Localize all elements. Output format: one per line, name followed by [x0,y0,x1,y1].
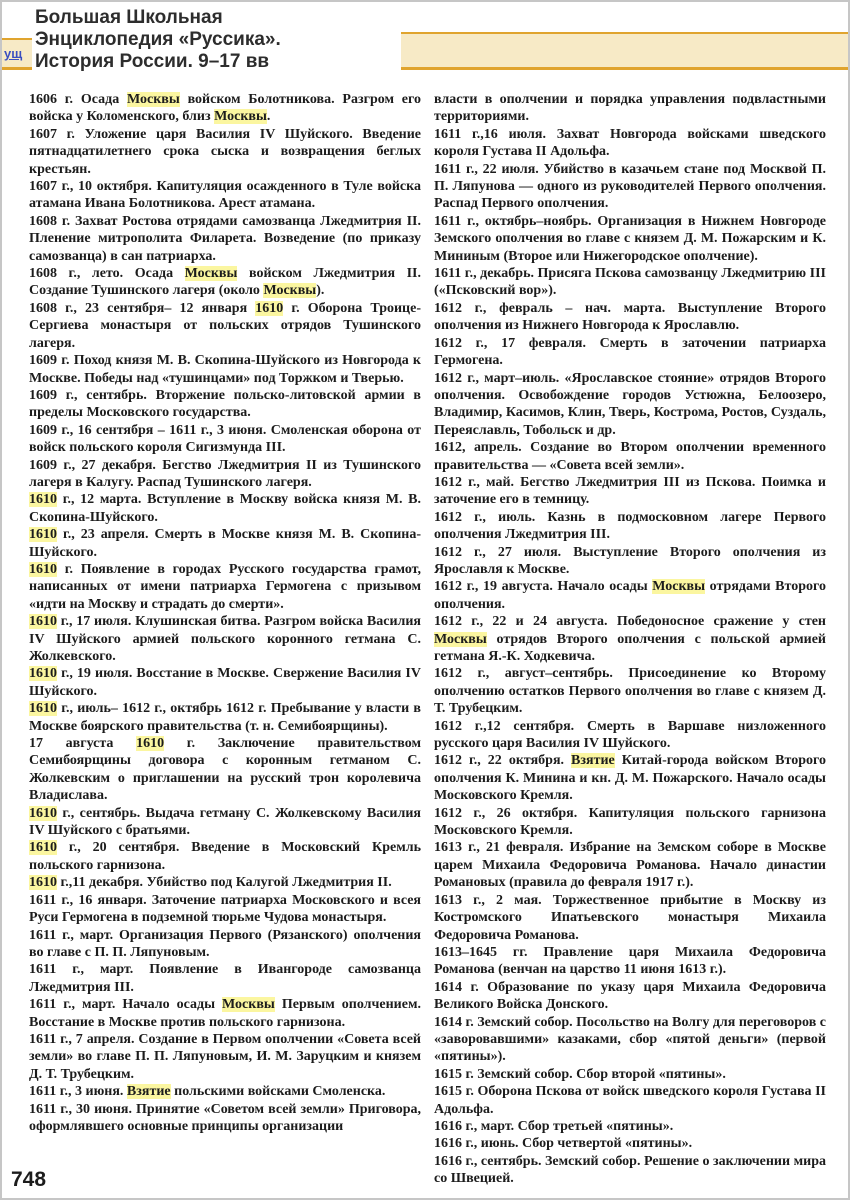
page-title-line-1: Большая Школьная [35,7,223,28]
timeline-entry: 1606 г. Осада Москвы войском Болотникова. Разгром его войска у Коломенского, близ Москвы. [29,92,422,125]
timeline-entry: 1610 г., 12 марта. Вступление в Москву войска князя М. В. Скопина-Шуйского. [29,492,421,525]
nav-bar-left [2,38,32,70]
page-title-line-3: История России. 9–17 вв [35,51,270,72]
highlighted-term: Взятие [571,753,615,769]
timeline-entry: 1612 г., 19 августа. Начало осады Москвы отрядами Второго ополчения. [434,579,826,612]
timeline-entry: 17 августа 1610 г. Заключение правительством Семибоярщины договора с коронным гетманом С. Жолкевским о приглашении на русский трон королевича Владислава. [29,736,421,804]
timeline-entry: 1611 г., 3 июня. Взятие польскими войсками Смоленска. [29,1084,386,1100]
timeline-entry: 1611 г., март. Появление в Ивангороде самозванца Лжедмитрия III. [29,962,421,995]
highlighted-term: Москвы [263,283,317,299]
timeline-entry: 1610 г. Появление в городах Русского государства грамот, написанных от имени патриарха Гермогена с призывом «идти на Москву и страдать до смерти». [29,561,421,612]
timeline-entry: 1612 г., 17 февраля. Смерть в заточении патриарха Гермогена. [434,335,826,369]
timeline-entry: 1608 г., лето. Осада Москвы войском Лжедмитрия II. Создание Тушинского лагеря (около Москвы). [29,266,421,299]
timeline-entry: 1610 г., 20 сентября. Введение в Московский Кремль польского гарнизона. [29,840,421,873]
timeline-entry: 1609 г., 27 декабря. Бегство Лжедмитрия II из Тушинского лагеря в Калугу. Распад Тушинского лагеря. [29,457,421,490]
highlighted-term: Москвы [127,92,180,107]
page-number: 748 [11,1168,47,1191]
timeline-entry: 1608 г. Захват Ростова отрядами самозванца Лжедмитрия II. Пленение митрополита Филарета. Возведение (по приказу самозванца) в сан патриарха. [29,213,421,264]
timeline-entry: 1611 г.,16 июля. Захват Новгорода войсками шведского короля Густава II Адольфа. [434,126,826,160]
timeline-entry: 1610 г., 23 апреля. Смерть в Москве князя М. В. Скопина-Шуйского. [29,527,421,560]
timeline-entry: 1610 г.,11 декабря. Убийство под Калугой Лжедмитрия II. [29,875,392,891]
right-column [434,91,826,1188]
highlighted-term: Москвы [184,266,238,282]
timeline-entry: 1613 г., 2 мая. Торжественное прибытие в Москву из Костромского Ипатьевского монастыря Михаила Федоровича Романова. [434,892,826,943]
timeline-entry: 1614 г. Образование по указу царя Михаила Федоровича Великого Войска Донского. [434,979,826,1013]
timeline-entry: 1612 г., 26 октября. Капитуляция польского гарнизона Московского Кремля. [434,805,826,839]
timeline-entry: 1610 г., сентябрь. Выдача гетману С. Жолкевскому Василия IV Шуйского с братьями. [29,805,421,839]
highlighted-term: 1610 [255,300,284,316]
highlighted-term: Москвы [214,109,267,125]
timeline-entry: 1611 г., март. Организация Первого (Рязанского) ополчения во главе с П. П. Ляпуновым. [29,927,421,960]
timeline-entry: 1611 г., 16 января. Заточение патриарха Московского и всея Руси Гермогена в подземной тюрьме Чудова монастыря. [29,892,421,926]
timeline-entry: 1616 г., сентябрь. Земский собор. Решение о заключении мира со Швецией. [434,1153,826,1187]
timeline-entry: 1610 г., июль– 1612 г., октябрь 1612 г. Пребывание у власти в Москве боярского правительства (т. н. Семибоярщины). [29,701,421,734]
timeline-entry: 1609 г., 16 сентября – 1611 г., 3 июня. Смоленская оборона от войск польского короля Сигизмунда III. [29,422,421,456]
left-column [29,91,421,1188]
timeline-entry: 1611 г., 22 июля. Убийство в казачьем стане под Москвой П. П. Ляпунова — одного из руководителей Первого ополчения. Распад Первого ополчения. [434,161,826,212]
timeline-entry: 1608 г., 23 сентября– 12 января 1610 г. Оборона Троице-Сергиева монастыря от польских отрядов Тушинского лагеря. [29,300,421,351]
timeline-entry: 1612, апрель. Создание во Втором ополчении временного правительства — «Совета всей земли». [434,440,826,473]
timeline-entry: 1616 г., март. Сбор третьей «пятины». [434,1118,674,1134]
highlighted-term: 1610 [29,666,57,682]
timeline-entry: 1613 г., 21 февраля. Избрание на Земском соборе в Москве царем Михаила Федоровича Романова. Начало династии Романовых (правила до февраля 1917 г.). [434,840,826,891]
timeline-entry: 1612 г., февраль – нач. марта. Выступление Второго ополчения из Нижнего Новгорода к Ярославлю. [434,300,826,334]
timeline-entry: 1610 г., 17 июля. Клушинская битва. Разгром войска Василия IV Шуйского армией польского коронного гетмана С. Жолкевского. [29,614,421,664]
timeline-entry: 1612 г., 22 и 24 августа. Победоносное сражение у стен Москвы отрядов Второго ополчения с польской армией гетмана Я.-К. Ходкевича. [434,614,826,664]
timeline-entry: 1611 г., март. Начало осады Москвы Первым ополчением. Восстание в Москве против польского гарнизона. [29,997,421,1030]
timeline-entry: 1609 г., сентябрь. Вторжение польско-литовской армии в пределы Московского государства. [29,387,421,421]
timeline-entry: 1611 г., декабрь. Присяга Пскова самозванцу Лжедмитрию III («Псковский вор»). [434,266,826,299]
timeline-entry: 1610 г., 19 июля. Восстание в Москве. Свержение Василия IV Шуйского. [29,666,421,699]
highlighted-term: 1610 [29,875,57,891]
header-rule-bar [401,32,848,70]
highlighted-term: 1610 [29,701,57,717]
timeline-entry: 1612 г., 27 июля. Выступление Второго ополчения из Ярославля к Москве. [434,544,826,577]
timeline-entry: 1613–1645 гг. Правление царя Михаила Федоровича Романова (венчан на царство 11 июня 1613 г.). [434,944,826,978]
timeline-entry: 1615 г. Оборона Пскова от войск шведского короля Густава II Адольфа. [434,1084,826,1117]
timeline-entry: 1612 г., 22 октября. Взятие Китай-города войском Второго ополчения К. Минина и кн. Д. М. Пожарского. Начало осады Московского Кремля. [434,753,826,804]
highlighted-term: Москвы [652,579,706,595]
timeline-entry: 1611 г., 7 апреля. Создание в Первом ополчении «Совета всей земли» во главе П. П. Ляпуновым, И. М. Заруцким и князем Д. Т. Трубецким. [29,1031,421,1082]
timeline-entry: 1612 г.,12 сентября. Смерть в Варшаве низложенного русского царя Василия IV Шуйского. [434,718,826,752]
timeline-entry: 1609 г. Поход князя М. В. Скопина-Шуйского из Новгорода к Москве. Победы над «тушинцами» под Торжком и Тверью. [29,353,421,386]
timeline-entry: власти в ополчении и порядка управления подвластными территориями. [434,92,826,125]
highlighted-term: 1610 [136,736,165,752]
timeline-entry: 1612 г., май. Бегство Лжедмитрия III из Пскова. Поимка и заточение его в темницу. [434,474,826,508]
nav-link-previous[interactable]: ущ [4,46,23,61]
timeline-entry: 1612 г., июль. Казнь в подмосковном лагере Первого ополчения Лжедмитрия III. [434,509,826,543]
highlighted-term: 1610 [29,527,57,543]
timeline-entry: 1611 г., 30 июня. Принятие «Советом всей земли» Приговора, оформлявшего основные принципы организации [29,1101,421,1134]
timeline-entry: 1616 г., июнь. Сбор четвертой «пятины». [434,1136,693,1152]
highlighted-term: 1610 [29,492,57,508]
highlighted-term: Москвы [222,997,275,1013]
timeline-body [29,91,826,1188]
highlighted-term: 1610 [29,840,57,856]
timeline-entry: 1607 г., 10 октября. Капитуляция осажденного в Туле войска атамана Ивана Болотникова. Арест атамана. [29,179,421,212]
page-title [35,7,281,73]
highlighted-term: Взятие [126,1084,171,1100]
highlighted-term: 1610 [29,805,57,821]
timeline-entry: 1611 г., октябрь–ноябрь. Организация в Нижнем Новгороде Земского ополчения во главе с князем Д. М. Пожарским и К. Мининым (Второе или Нижегородское ополчение). [434,213,826,264]
timeline-entry: 1615 г. Земский собор. Сбор второй «пятины». [434,1066,726,1082]
highlighted-term: 1610 [29,614,57,630]
timeline-entry: 1612 г., март–июль. «Ярославское стояние» отрядов Второго ополчения. Освобождение городов Устюжна, Белоозеро, Владимир, Касимов, Клин, Тверь, Кострома, Ростов, Суздаль, Переяславль, Тобольск и др. [434,370,826,438]
timeline-entry: 1614 г. Земский собор. Посольство на Волгу для переговоров с «заворовавшими» казаками, сбор «пятой деньги» (первой «пятины»). [434,1014,826,1065]
timeline-entry: 1607 г. Уложение царя Василия IV Шуйского. Введение пятнадцатилетнего срока сыска и возвращения беглых крестьян. [29,126,421,177]
highlighted-term: Москвы [434,631,487,647]
timeline-entry: 1612 г., август–сентябрь. Присоединение ко Второму ополчению остатков Первого ополчения во главе с князем Д. Т. Трубецким. [434,666,826,717]
page-title-line-2: Энциклопедия «Руссика». [35,29,281,50]
highlighted-term: 1610 [29,561,57,577]
